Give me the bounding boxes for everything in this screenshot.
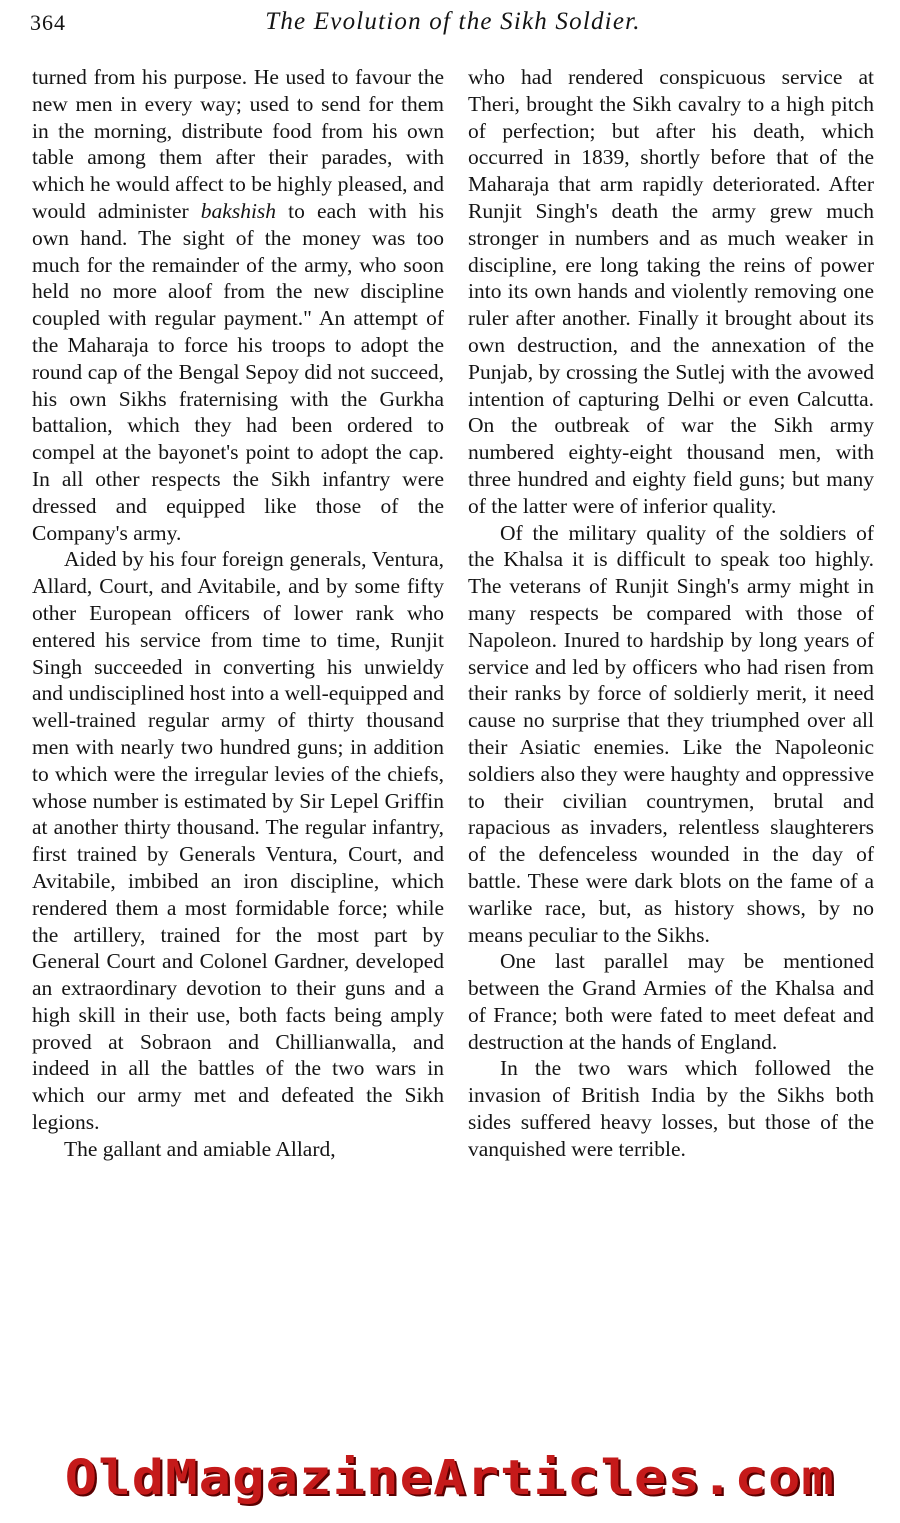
page-number: 364 — [30, 10, 66, 35]
paragraph-right-1: who had rendered conspicuous service at Theri, brought the Sikh cavalry to a high pitch of perfection; but after his death, which occurred in 1839, shortly before that of the Maharaja that arm rapidly deteriorated. After Runjit Singh's death the army grew much stronger in numbers and as much weaker in discipline, ere long taking the reins of power into its own hands and violently removing one ruler after another. Finally it brought about its own destruction, and the annexation of the Punjab, by crossing the Sutlej with the avowed intention of capturing Delhi or even Calcutta. On the outbreak of war the Sikh army numbered eighty-eight thousand men, with three hundred and eighty field guns; but many of the latter were of inferior quality. — [468, 65, 874, 518]
paragraph-right-3: One last parallel may be mentioned between the Grand Armies of the Khalsa and of France; both were fated to meet defeat and destruction at the hands of England. — [468, 949, 874, 1054]
italic-term: bakshish — [200, 198, 277, 223]
paragraph-left-3: The gallant and amiable Allard, — [64, 1136, 336, 1161]
site-banner-text: OldMagazineArticles.com — [64, 1450, 836, 1506]
paragraph-left-2: Aided by his four foreign generals, Ventura, Allard, Court, and Avitabile, and by some fifty other European officers of lower rank who entered his service from time to time, Runjit Singh succeeded in converting his unwieldy and undisciplined host into a well-equipped and well-trained regular army of thirty thousand men with nearly two hundred guns; in addition to which were the irregular levies of the chiefs, whose number is estimated by Sir Lepel Griffin at another thirty thousand. The regular infantry, first trained by Generals Ventura, Court, and Avitabile, imbibed an iron discipline, which rendered them a most formidable force; while the artillery, trained for the most part by General Court and Colonel Gardner, developed an extraordinary devotion to their guns and a high skill in their use, both facts being amply proved at Sobraon and Chillianwalla, and indeed in all the battles of the two wars in which our army met and defeated the Sikh legions. — [32, 547, 444, 1135]
running-head — [30, 6, 876, 42]
site-banner — [0, 1438, 900, 1518]
paragraph-right-2: Of the military quality of the soldiers of the Khalsa it is difficult to speak too highly. The veterans of Runjit Singh's army might in many respects be compared with those of Napoleon. Inured to hardship by long years of service and led by officers who had risen from their ranks by force of soldierly merit, it need cause no surprise that they triumphed over all their Asiatic enemies. Like the Napoleonic soldiers also they were haughty and oppressive to their civilian countrymen, brutal and rapacious as invaders, relentless slaughterers of the defenceless wounded in the day of battle. These were dark blots on the fame of a warlike race, but, as history shows, by no means peculiar to the Sikhs. — [468, 520, 874, 947]
paragraph-left-1: turned from his purpose. He used to favour the new men in every way; used to send for them in the morning, distribute food from his own table among them after their parades, with which he would affect to be highly pleased, and would administer bakshish to each with his own hand. The sight of the money was too much for the remainder of the army, who soon held no more aloof from the new discipline coupled with regular payment." An attempt of the Maharaja to force his troops to adopt the round cap of the Bengal Sepoy did not succeed, his own Sikhs fraternising with the Gurkha battalion, which they had been ordered to compel at the bayonet's point to adopt the cap. In all other respects the Sikh infantry were dressed and equipped like those of the Company's army. — [32, 65, 444, 545]
paragraph-right-4: In the two wars which followed the invasion of British India by the Sikhs both sides suffered heavy losses, but those of the vanquished were terrible. — [468, 1056, 874, 1161]
running-title: The Evolution of the Sikh Soldier. — [265, 8, 641, 35]
right-column — [468, 64, 874, 1163]
left-column — [32, 64, 444, 1163]
